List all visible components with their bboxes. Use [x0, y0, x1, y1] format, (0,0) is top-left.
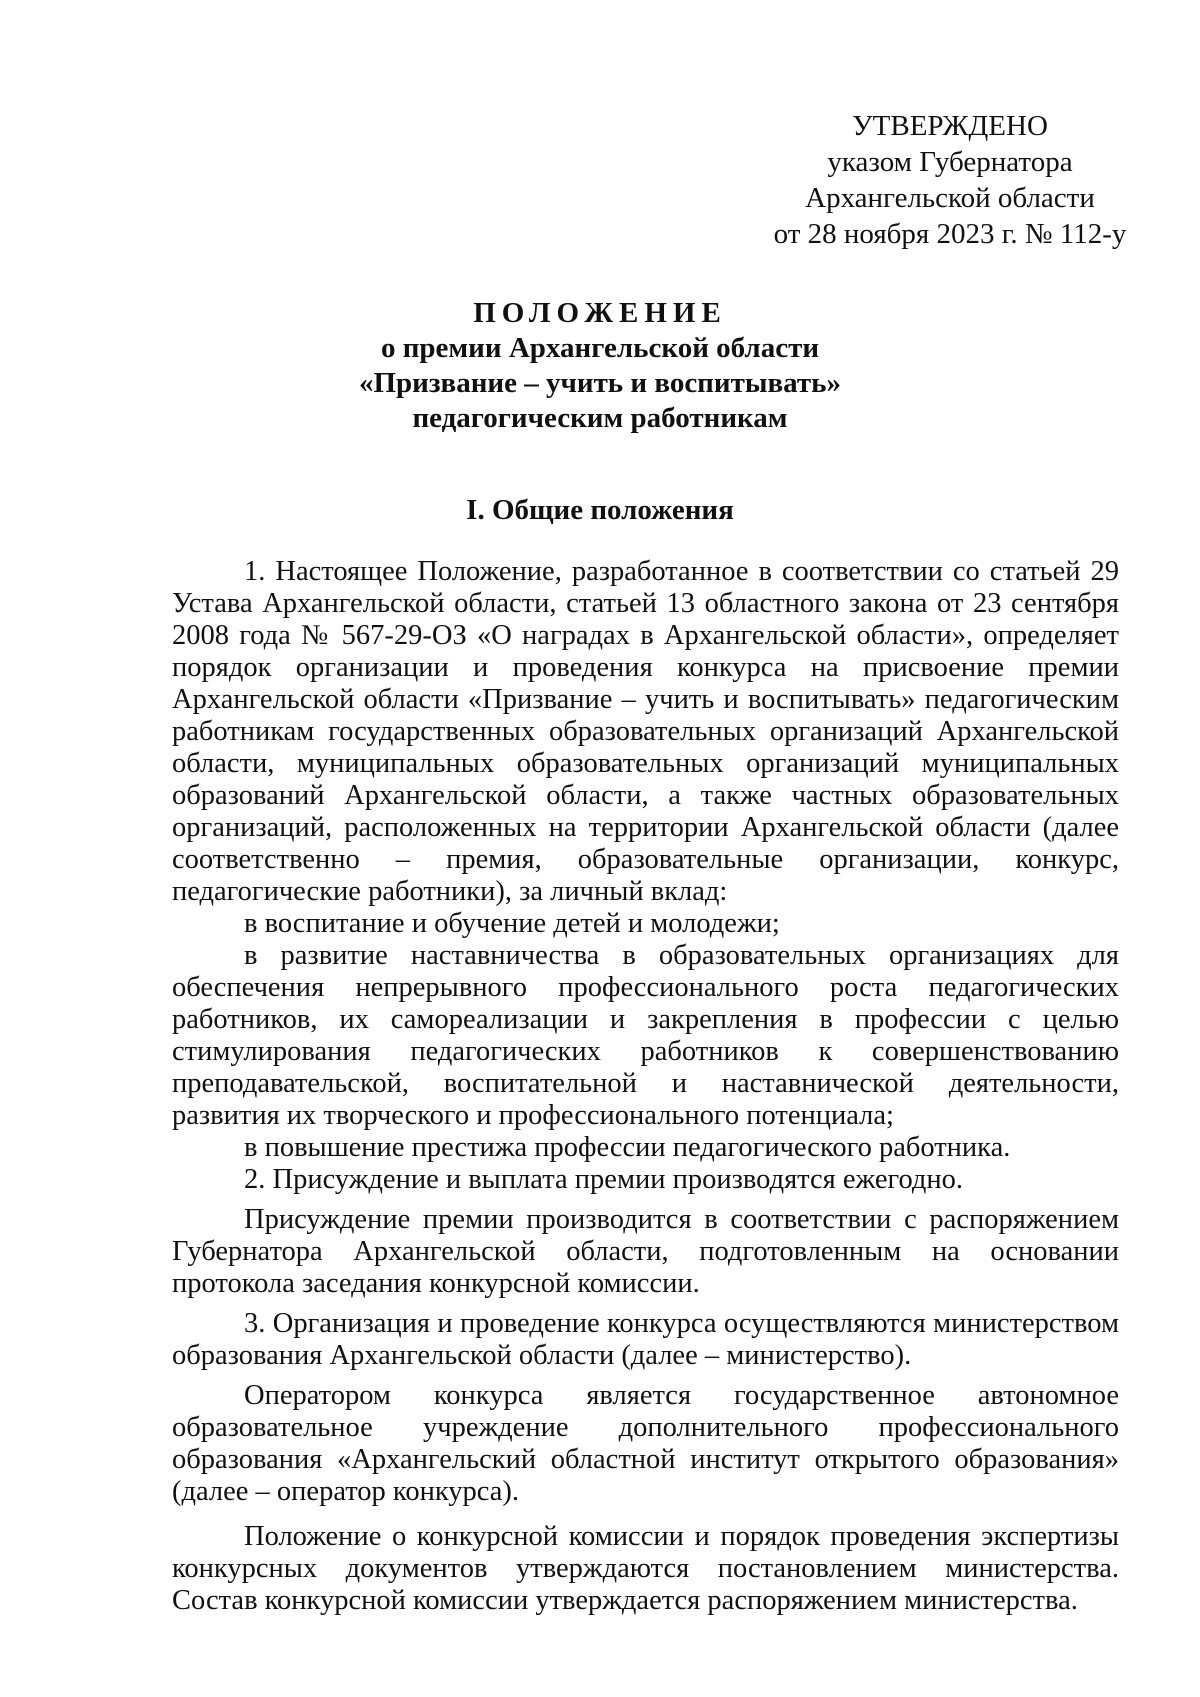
- paragraph-5: 2. Присуждение и выплата премии производятся ежегодно.: [244, 1164, 964, 1195]
- paragraph-1: 1. Настоящее Положение, разработанное в соответствии со статьей 29 Устава Архангельской области, статьей 13 областного закона от 23 сентября 2008 года № 567-29-ОЗ «О наградах в Архангельской области», определяет порядок организации и проведения конкурса на присвоение премии Архангельской области «Призвание – учить и воспитывать» педагогическим работникам государственных образовательных организаций Архангельской области, муниципальных образовательных организаций муниципальных образований Архангельской области, а также частных образовательных организаций, расположенных на территории Архангельской области (далее соответственно – премия, образовательные организации, конкурс, педагогические работники), за личный вклад:: [172, 556, 1119, 907]
- approval-line-region: Архангельской области: [805, 182, 1095, 214]
- paragraph-2: в воспитание и обучение детей и молодежи;: [244, 908, 780, 939]
- title-line-4: педагогическим работникам: [412, 402, 788, 434]
- approval-line-date-number: от 28 ноября 2023 г. № 112-у: [773, 218, 1127, 250]
- document-title: [150, 296, 1050, 436]
- paragraph-7: 3. Организация и проведение конкурса осуществляются министерством образования Архангельской области (далее – министерство).: [172, 1308, 1119, 1371]
- title-line-3: «Призвание – учить и воспитывать»: [359, 367, 841, 399]
- approval-stamp: [740, 108, 1160, 252]
- approval-line-decree: указом Губернатора: [827, 146, 1073, 178]
- paragraph-8: Оператором конкурса является государственное автономное образовательное учреждение дополнительного профессионального образования «Архангельский областной институт открытого образования» (далее – оператор конкурса).: [172, 1380, 1119, 1507]
- section-heading: I. Общие положения: [466, 494, 734, 526]
- approval-line-approved: УТВЕРЖДЕНО: [852, 110, 1048, 142]
- title-line-2: о премии Архангельской области: [380, 332, 820, 364]
- paragraph-9: Положение о конкурсной комиссии и порядок проведения экспертизы конкурсных документов утверждаются постановлением министерства. Состав конкурсной комиссии утверждается распоряжением министерства.: [172, 1521, 1119, 1616]
- document-body: [172, 556, 1119, 1617]
- paragraph-6: Присуждение премии производится в соответствии с распоряжением Губернатора Архангельской области, подготовленным на основании протокола заседания конкурсной комиссии.: [172, 1204, 1119, 1299]
- paragraph-3: в развитие наставничества в образовательных организациях для обеспечения непрерывного профессионального роста педагогических работников, их самореализации и закрепления в профессии с целью стимулирования педагогических работников к совершенствованию преподавательской, воспитательной и наставнической деятельности, развития их творческого и профессионального потенциала;: [172, 940, 1119, 1131]
- title-main: ПОЛОЖЕНИЕ: [473, 297, 727, 329]
- paragraph-4: в повышение престижа профессии педагогического работника.: [244, 1132, 1011, 1163]
